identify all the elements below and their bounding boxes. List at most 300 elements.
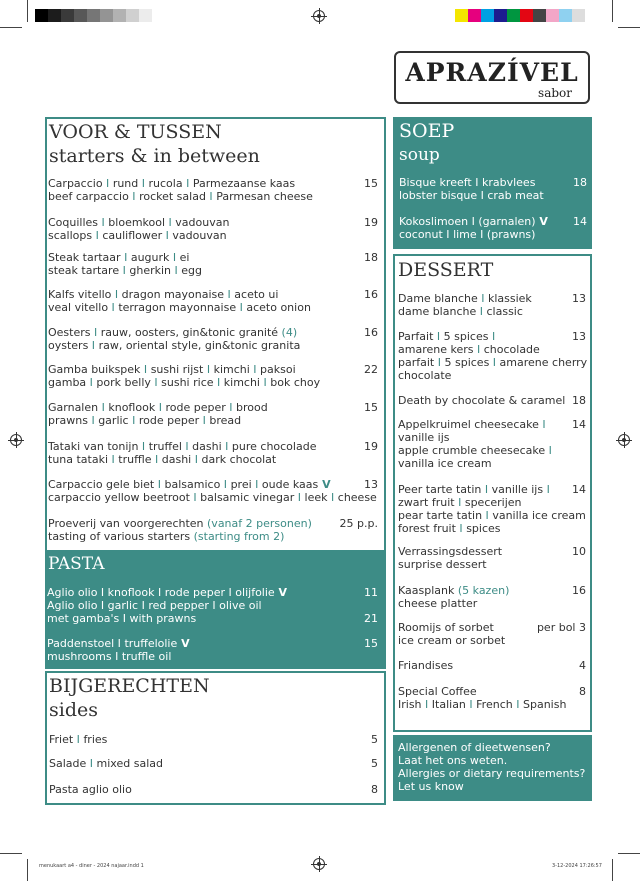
separator: I [543,483,550,496]
section-subtitle: starters & in between [49,145,260,167]
separator: I [482,509,493,522]
item-price: 18 [364,251,378,264]
item-price: 11 [364,586,378,599]
section-title: SOEP [399,120,455,142]
item-text: 5 spices [444,356,490,369]
item-line [398,483,593,496]
crop-mark [612,859,613,881]
item-text: prei [230,478,252,491]
item-price: 19 [364,440,378,453]
separator: I [208,599,220,612]
separator: I [225,586,236,599]
item-text: Death by chocolate & caramel [398,394,566,407]
item-text: Parfait [398,330,434,343]
logo-subtitle: sabor [538,86,572,100]
vegetarian-mark: V [274,586,288,599]
item-text: terragon mayonnaise [118,301,237,314]
item-text: ice cream or sorbet [398,634,506,647]
item-line [48,401,268,414]
item-price: 18 [572,394,586,407]
item-text: Parmezaanse kaas [192,177,296,190]
pasta-section [45,551,386,669]
item-note: (vanaf 2 personen) [203,517,312,530]
item-text: fries [83,733,108,746]
color-swatch [61,9,74,22]
allergen-line: Allergenen of dieetwensen? [398,741,551,754]
separator: I [155,401,166,414]
item-line [49,757,163,770]
item-price: 8 [579,685,586,698]
separator: I [434,356,445,369]
separator: I [468,215,479,228]
item-text: (garnalen) [478,215,536,228]
registration-mark-bottom [313,858,325,870]
item-text: truffelolie [124,637,178,650]
item-text: bok choy [270,376,321,389]
item-text: specerijen [464,496,522,509]
item-note: (4) [278,326,298,339]
item-text: carpaccio yellow beetroot [48,491,190,504]
item-text: vanille ijs [491,483,544,496]
separator: I [476,228,487,241]
item-text: aceto onion [246,301,311,314]
separator: I [488,330,496,343]
separator: I [128,190,140,203]
item-text: paksoi [260,363,296,376]
item-text: Parmesan cheese [216,190,313,203]
dessert-section [393,254,592,732]
separator: I [97,599,108,612]
section-title: BIJGERECHTEN [49,675,210,697]
item-text: cauliflower [102,229,163,242]
separator: I [477,292,488,305]
item-line [398,685,566,698]
menu-item [398,685,566,711]
item-text: chocolade [483,343,540,356]
menu-item [49,783,132,796]
item-line [48,363,320,376]
item-text: Spanish [522,698,567,711]
separator: I [473,343,484,356]
separator: I [171,264,182,277]
separator: I [87,414,99,427]
item-text: amarene kers [398,343,474,356]
item-text: (prawns) [486,228,536,241]
separator: I [465,698,477,711]
separator: I [162,229,173,242]
item-text: tasting of various starters [48,530,191,543]
section-title: PASTA [48,554,105,574]
item-text: Friet [49,733,74,746]
item-price: 15 [364,401,378,414]
item-text: krabvlees [481,176,536,189]
item-text: mixed salad [96,757,163,770]
item-line [48,478,377,491]
separator: I [86,757,97,770]
item-line [398,584,509,597]
separator: I [169,251,180,264]
menu-item [399,176,544,202]
separator: I [165,216,176,229]
separator: I [102,177,113,190]
crop-mark [27,0,28,22]
section-subtitle: soup [399,145,440,165]
item-text: sushi rijst [150,363,204,376]
starters-section [45,117,386,552]
separator: I [545,444,552,457]
separator: I [97,586,108,599]
registration-mark-top [313,10,325,22]
separator: I [220,478,231,491]
item-line [398,356,587,369]
item-text: Appelkruimel cheesecake [398,418,539,431]
item-text: dashi [161,453,192,466]
separator: I [181,440,193,453]
item-line [399,228,548,241]
separator: I [98,401,109,414]
item-text: knoflook [107,586,155,599]
item-line [48,177,313,190]
item-text: cheese [337,491,377,504]
item-line [48,530,312,543]
separator: I [88,339,99,352]
item-text: prawns [48,414,88,427]
separator: I [138,599,149,612]
item-text: French [476,698,513,711]
item-text: dark chocolat [201,453,277,466]
item-text: crab meat [487,189,544,202]
item-line [48,376,320,389]
separator: I [108,453,119,466]
allergen-notice [393,735,592,801]
separator: I [477,189,488,202]
item-text: gherkin [129,264,172,277]
item-line [398,558,502,571]
menu-item-tasting [48,517,312,543]
menu-item [48,326,300,352]
item-text: kimchi [213,363,250,376]
item-line [398,394,565,407]
item-price: 14 [572,483,586,496]
color-swatch [113,9,126,22]
item-text: Irish [398,698,422,711]
color-swatch [126,9,139,22]
left-color-bar [35,9,165,22]
item-text: vanilla ice cream [398,457,492,470]
separator: I [138,440,149,453]
item-price: 18 [573,176,587,189]
separator: I [111,288,122,301]
color-swatch [546,9,559,22]
crop-mark [612,0,613,22]
item-text: Kaasplank [398,584,455,597]
item-text: steak tartare [48,264,120,277]
item-text: kimchi [223,376,260,389]
color-swatch [74,9,87,22]
item-text: oude kaas [261,478,319,491]
item-text: rode peper [164,586,226,599]
separator: I [455,522,467,535]
separator: I [512,698,523,711]
item-text: zwart fruit [398,496,455,509]
separator: I [259,376,271,389]
menu-item [398,621,505,647]
item-text: egg [181,264,202,277]
item-text: rocket salad [139,190,206,203]
item-text: lobster bisque [399,189,478,202]
item-line [48,326,300,339]
item-text: Garnalen [48,401,99,414]
item-price: 5 [371,757,378,770]
item-price: 14 [573,215,587,228]
item-price: 10 [572,545,586,558]
color-swatch [468,9,481,22]
item-line [48,491,377,504]
crop-mark [618,853,640,854]
item-line [398,597,509,610]
item-text: with prawns [129,612,197,625]
item-text: truffle oil [121,650,172,663]
item-text: truffle [118,453,152,466]
section-subtitle: sides [49,699,98,721]
item-text: amarene cherry [499,356,588,369]
registration-mark-right [618,434,630,446]
logo-name: APRAZÍVEL [405,58,579,87]
item-price: 14 [572,418,586,431]
separator: I [154,478,165,491]
item-line [398,634,505,647]
item-price: 22 [364,363,378,376]
sides-section [45,671,386,805]
item-line [48,517,312,530]
separator: I [236,301,247,314]
item-line [48,251,202,264]
item-text: Kalfs vitello [48,288,112,301]
color-swatch [455,9,468,22]
item-line [398,305,532,318]
allergen-line: Let us know [398,780,464,793]
item-text: bread [209,414,242,427]
item-text: parfait [398,356,435,369]
menu-item [49,733,107,746]
separator: I [249,363,261,376]
item-text: Carpaccio [48,177,103,190]
item-text: surprise dessert [398,558,487,571]
right-color-bar [455,9,585,22]
item-line [398,659,453,672]
color-swatch [35,9,48,22]
item-text: vadouvan [175,216,230,229]
color-swatch [152,9,165,22]
menu-item [398,584,509,610]
separator: I [221,440,232,453]
item-note: (5 kazen) [454,584,510,597]
item-text: red pepper [148,599,209,612]
menu-item [398,292,532,318]
item-text: Roomijs of sorbet [398,621,494,634]
separator: I [203,363,214,376]
item-text: knoflook [108,401,156,414]
item-text: vanille ijs [398,431,450,444]
menu-item [48,251,202,277]
vegetarian-mark: V [535,215,548,228]
separator: I [538,418,546,431]
item-text: Steak tartaar [48,251,121,264]
item-line [48,229,229,242]
item-text: leek [304,491,328,504]
menu-item [48,440,316,466]
item-text: bloemkool [108,216,166,229]
item-text: pear tarte tatin [398,509,483,522]
section-title: DESSERT [398,259,494,281]
item-price: 4 [579,659,586,672]
separator: I [73,733,84,746]
item-text: Aglio olio [47,599,98,612]
item-line [399,189,544,202]
item-note: (starting from 2) [190,530,285,543]
item-price: 25 p.p. [339,517,378,530]
item-line [398,418,552,431]
item-price: 13 [572,330,586,343]
separator: I [119,612,130,625]
separator: I [86,376,97,389]
registration-mark-left [10,434,22,446]
separator: I [199,414,210,427]
item-line [398,292,532,305]
color-swatch [139,9,152,22]
separator: I [476,305,487,318]
separator: I [120,251,131,264]
item-text: raw, oriental style, gin&tonic granita [98,339,301,352]
item-text: scallops [48,229,93,242]
item-text: tuna tataki [48,453,109,466]
separator: I [224,288,235,301]
menu-item [48,478,377,504]
item-text: spices [466,522,501,535]
item-text: 5 spices [443,330,489,343]
crop-mark [0,27,22,28]
item-text: Special Coffee [398,685,477,698]
item-line [48,301,311,314]
item-text: beef carpaccio [48,190,129,203]
menu-item [48,216,229,242]
item-text: oysters [48,339,89,352]
item-line [48,339,300,352]
item-text: klassiek [487,292,532,305]
separator: I [205,190,217,203]
separator: I [119,264,130,277]
item-price: per bol 3 [536,621,586,634]
item-text: Bisque kreeft [399,176,472,189]
item-text: Paddenstoel [47,637,115,650]
color-swatch [100,9,113,22]
item-text: Peer tarte tatin [398,483,482,496]
soup-section [393,117,592,249]
item-price: 16 [572,584,586,597]
item-price: 5 [371,733,378,746]
item-text: Tataki van tonijn [48,440,139,453]
separator: I [481,483,492,496]
item-price: 16 [364,326,378,339]
item-text: Verrassingsdessert [398,545,503,558]
item-line [398,621,505,634]
item-text: dragon mayonaise [121,288,225,301]
item-text: garlic [107,599,139,612]
separator: I [421,698,432,711]
menu-item [398,418,552,470]
item-text: dame blanche [398,305,477,318]
item-text: veal vitello [48,301,109,314]
item-text: coconut [399,228,443,241]
crop-mark [618,27,640,28]
item-line [47,637,190,650]
separator: I [225,401,236,414]
item-line [48,264,202,277]
separator: I [140,363,151,376]
color-swatch [48,9,61,22]
color-swatch [507,9,520,22]
separator: I [471,176,482,189]
item-text: cheese platter [398,597,478,610]
separator: I [138,177,149,190]
separator: I [150,376,162,389]
menu-item [48,401,268,427]
item-text: Oesters [48,326,91,339]
date-slug: 3-12-2024 17:26:57 [552,863,602,869]
item-line [49,733,107,746]
item-line [398,369,587,382]
separator: I [128,414,139,427]
item-line [48,414,268,427]
item-text: Italian [431,698,466,711]
separator: I [114,637,125,650]
menu-item [48,288,311,314]
menu-item [398,659,453,672]
item-line [47,599,287,612]
item-text: Dame blanche [398,292,478,305]
item-price: 21 [364,612,378,625]
item-price: 15 [364,637,378,650]
separator: I [98,216,109,229]
separator: I [454,496,465,509]
item-line [48,288,311,301]
item-line [398,444,552,457]
item-price: 19 [364,216,378,229]
item-text: gamba [48,376,87,389]
item-price: 16 [364,288,378,301]
item-line [47,650,190,663]
menu-item [49,757,163,770]
separator: I [90,326,101,339]
separator: I [327,491,338,504]
separator: I [111,650,122,663]
color-swatch [572,9,585,22]
separator: I [433,330,444,343]
item-text: Proeverij van voorgerechten [48,517,204,530]
separator: I [108,301,119,314]
separator: I [189,491,201,504]
item-text: met gamba's [47,612,120,625]
item-line [48,190,313,203]
item-line [47,612,287,625]
menu-item [399,215,548,241]
item-text: rode peper [138,414,200,427]
item-text: vadouvan [172,229,227,242]
item-line [398,343,587,356]
item-text: aceto ui [234,288,279,301]
allergen-line: Laat het ons weten. [398,754,508,767]
menu-item [398,394,565,407]
